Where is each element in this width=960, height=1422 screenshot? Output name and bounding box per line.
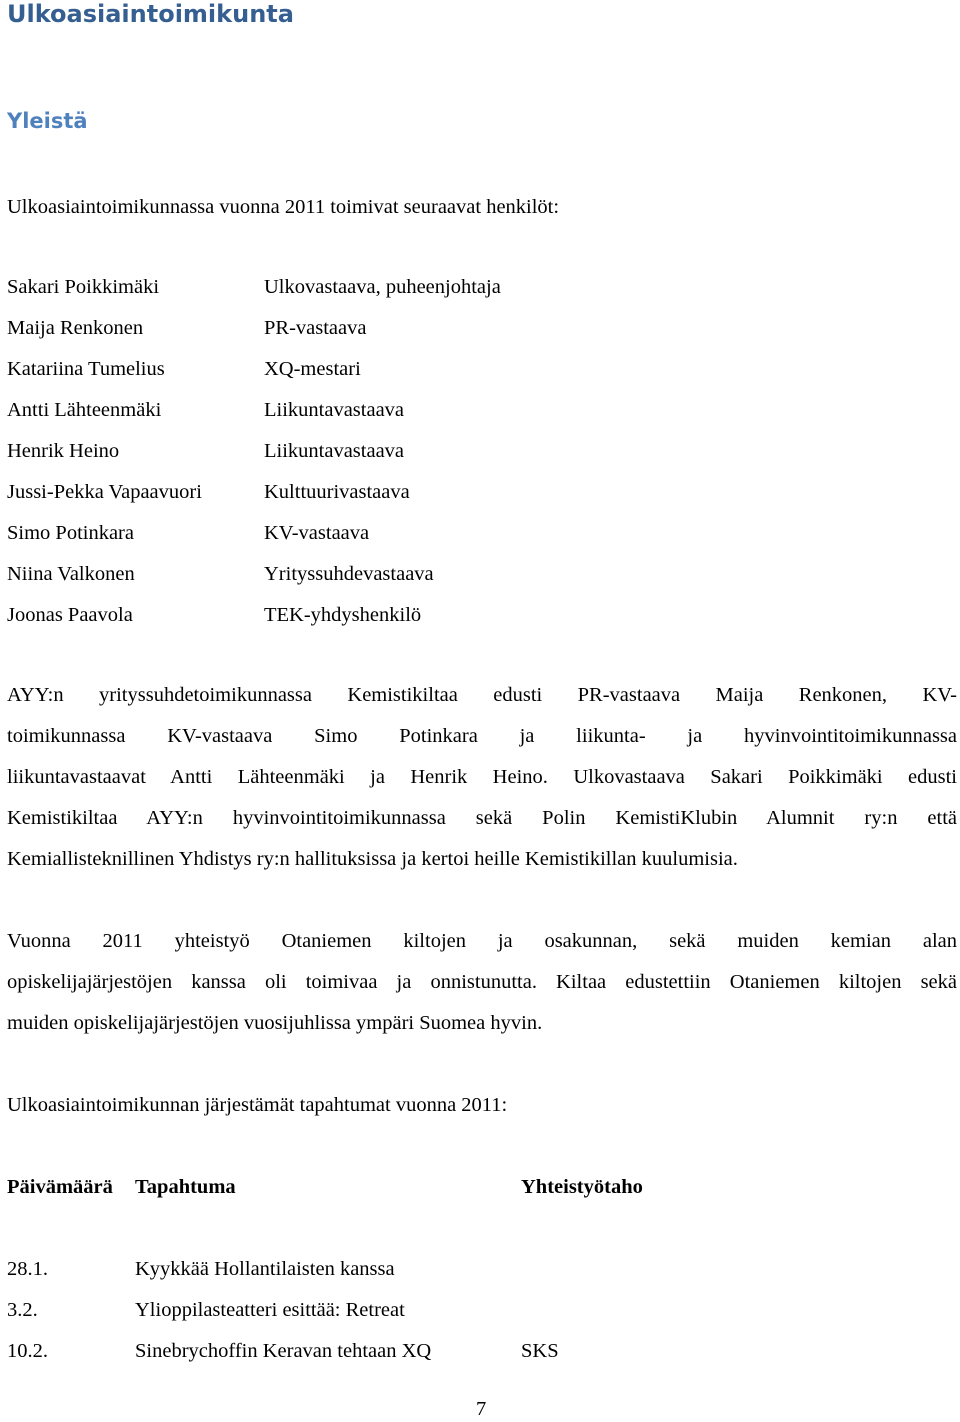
table-row — [7, 1331, 907, 1372]
member-name: Jussi-Pekka Vapaavuori — [7, 481, 202, 503]
paragraph-line: opiskelijajärjestöjen kanssa oli toimivaa ja onnistunutta. Kiltaa edustettiin Otaniemen kiltojen sekä — [7, 971, 957, 993]
events-table — [7, 1249, 907, 1372]
member-role: KV-vastaava — [264, 522, 370, 544]
paragraph-line: toimikunnassa KV-vastaava Simo Potinkara ja liikunta- ja hyvinvointitoimikunnassa — [7, 725, 957, 747]
event-date: 3.2. — [7, 1299, 38, 1321]
member-row — [7, 472, 707, 513]
event-date: 28.1. — [7, 1258, 48, 1280]
member-name: Joonas Paavola — [7, 604, 133, 626]
member-role: Yrityssuhdevastaava — [264, 563, 434, 585]
paragraph-line: Kemiallisteknillinen Yhdistys ry:n hallituksissa ja kertoi heille Kemistikillan kuulumisia. — [7, 848, 738, 870]
member-row — [7, 267, 707, 308]
event-name: Sinebrychoffin Keravan tehtaan XQ — [135, 1340, 432, 1362]
member-role: PR-vastaava — [264, 317, 367, 339]
member-name: Henrik Heino — [7, 440, 120, 462]
member-name: Katariina Tumelius — [7, 358, 165, 380]
member-row — [7, 349, 707, 390]
event-partner: SKS — [521, 1340, 559, 1362]
page-number: 7 — [476, 1398, 487, 1420]
member-name: Maija Renkonen — [7, 317, 144, 339]
member-role: Kulttuurivastaava — [264, 481, 410, 503]
member-name: Sakari Poikkimäki — [7, 276, 160, 298]
member-row — [7, 554, 707, 595]
member-row — [7, 308, 707, 349]
member-list — [7, 267, 707, 636]
paragraph-line: Vuonna 2011 yhteistyö Otaniemen kiltojen ja osakunnan, sekä muiden kemian alan — [7, 930, 957, 952]
event-name: Kyykkää Hollantilaisten kanssa — [135, 1258, 395, 1280]
event-name: Ylioppilasteatteri esittää: Retreat — [135, 1299, 405, 1321]
table-row — [7, 1249, 907, 1290]
section-title: Ulkoasiaintoimikunta — [7, 0, 294, 28]
header-partner: Yhteistyötaho — [521, 1176, 643, 1198]
events-intro: Ulkoasiaintoimikunnan järjestämät tapahtumat vuonna 2011: — [7, 1094, 508, 1116]
member-role: Liikuntavastaava — [264, 440, 405, 462]
member-role: XQ-mestari — [264, 358, 361, 380]
member-row — [7, 390, 707, 431]
paragraph-line: liikuntavastaavat Antti Lähteenmäki ja Henrik Heino. Ulkovastaava Sakari Poikkimäki edusti — [7, 766, 957, 788]
header-date: Päivämäärä — [7, 1176, 113, 1198]
member-row — [7, 595, 707, 636]
header-event: Tapahtuma — [135, 1176, 236, 1198]
paragraph-line: AYY:n yrityssuhdetoimikunnassa Kemistikiltaa edusti PR-vastaava Maija Renkonen, KV- — [7, 684, 957, 706]
paragraph-line: Kemistikiltaa AYY:n hyvinvointitoimikunnassa sekä Polin KemistiKlubin Alumnit ry:n että — [7, 807, 957, 829]
paragraph-line: muiden opiskelijajärjestöjen vuosijuhlissa ympäri Suomea hyvin. — [7, 1012, 543, 1034]
member-role: TEK-yhdyshenkilö — [264, 604, 422, 626]
member-name: Antti Lähteenmäki — [7, 399, 162, 421]
events-table-header — [7, 1167, 907, 1208]
member-row — [7, 513, 707, 554]
member-name: Simo Potinkara — [7, 522, 134, 544]
member-role: Ulkovastaava, puheenjohtaja — [264, 276, 501, 298]
member-role: Liikuntavastaava — [264, 399, 405, 421]
member-name: Niina Valkonen — [7, 563, 135, 585]
table-row — [7, 1290, 907, 1331]
cooperation-paragraph — [7, 921, 957, 1044]
intro-text: Ulkoasiaintoimikunnassa vuonna 2011 toimivat seuraavat henkilöt: — [7, 196, 560, 218]
event-date: 10.2. — [7, 1340, 48, 1362]
representation-paragraph — [7, 675, 957, 880]
member-row — [7, 431, 707, 472]
subsection-title: Yleistä — [7, 109, 88, 133]
